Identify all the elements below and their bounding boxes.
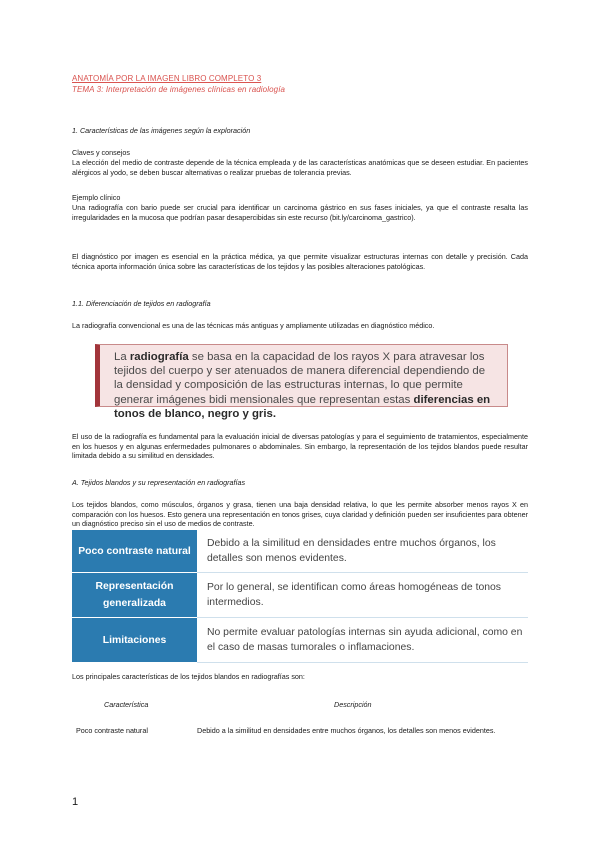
example-title: Ejemplo clínico xyxy=(72,193,121,202)
callout-text-2: se basa en la capacidad de los rayos X para atravesar los tejidos del cuerpo y ser atenuados de manera diferencial dependiendo de la densidad y composición de las estructuras internas, lo que permite generar imágenes bidi mensionales que representan estas xyxy=(114,351,486,406)
tips-title: Claves y consejos xyxy=(72,148,130,157)
section-1-1-heading: 1.1. Diferenciación de tejidos en radiografía xyxy=(72,299,211,308)
topic-title: TEMA 3: Interpretación de imágenes clínicas en radiología xyxy=(72,85,286,94)
summary-row xyxy=(72,573,528,618)
tips-text: La elección del medio de contraste depende de la técnica empleada y de las características anatómicas que se deseen estudiar. En pacientes alérgicos al yodo, se deben buscar alternativas o realizar pruebas de tolerancia previas. xyxy=(72,158,528,177)
example-text: Una radiografía con bario puede ser crucial para identificar un carcinoma gástrico en sus fases iniciales, ya que el contraste resalta las irregularidades en la mucosa que podrían pasar desapercibidas sin este recurso (bit.ly/carcinoma_gastrico). xyxy=(72,203,528,222)
section-a-heading: A. Tejidos blandos y su representación en radiografías xyxy=(72,478,246,487)
row-label: Representación generalizada xyxy=(72,573,197,618)
radiography-usage: El uso de la radiografía es fundamental para la evaluación inicial de diversas patologías y para el seguimiento de tratamientos, especialmente en los huesos y en algunas enfermedades pulmonares o abdominales. Sin embargo, la representación de los tejidos blandos puede resultar limitada debido a su similitud en densidades. xyxy=(72,432,528,461)
summary-row xyxy=(72,618,528,663)
summary-paragraph: El diagnóstico por imagen es esencial en la práctica médica, ya que permite visualizar estructuras internas con detalle y precisión. Cada técnica aporta información única sobre las características de los tejidos y las posibles alteraciones patológicas. xyxy=(72,252,528,271)
section-1-1-intro: La radiografía convencional es una de las técnicas más antiguas y ampliamente utilizadas en diagnóstico médico. xyxy=(72,321,435,330)
column-header-characteristic: Característica xyxy=(104,700,149,709)
radiography-callout xyxy=(95,344,508,420)
row-label: Poco contraste natural xyxy=(72,530,197,573)
row-description: Por lo general, se identifican como áreas homogéneas de tonos intermedios. xyxy=(197,573,528,618)
characteristic-cell: Poco contraste natural xyxy=(76,726,148,735)
section-a-text: Los tejidos blandos, como músculos, órganos y grasa, tienen una baja densidad relativa, lo que les permite absorber menos rayos X en comparación con los huesos. Esto genera una representación en tonos grises, cuya claridad y definición pueden ser insuficientes para obtener un diagnóstico preciso sin el uso de medios de contraste. xyxy=(72,500,528,529)
callout-text-1: La xyxy=(114,351,130,363)
page-number: 1 xyxy=(72,796,79,808)
callout-bold-1: radiografía xyxy=(129,351,189,363)
characteristics-intro: Los principales características de los tejidos blandos en radiografías son: xyxy=(72,672,305,681)
section-1-heading: 1. Características de las imágenes según la exploración xyxy=(72,126,251,135)
callout-bold-2: diferencias en tonos de blanco, negro y gris. xyxy=(114,393,491,420)
row-description: Debido a la similitud en densidades entre muchos órganos, los detalles son menos evidentes. xyxy=(197,530,528,573)
row-description: No permite evaluar patologías internas sin ayuda adicional, como en el caso de masas tumorales o inflamaciones. xyxy=(197,618,528,663)
column-header-description: Descripción xyxy=(334,700,372,709)
course-title: ANATOMÍA POR LA IMAGEN LIBRO COMPLETO 3 xyxy=(72,74,262,83)
description-cell: Debido a la similitud en densidades entre muchos órganos, los detalles son menos evidentes. xyxy=(197,726,496,735)
summary-row xyxy=(72,530,528,573)
soft-tissue-summary-table xyxy=(72,530,528,663)
row-label: Limitaciones xyxy=(72,618,197,663)
